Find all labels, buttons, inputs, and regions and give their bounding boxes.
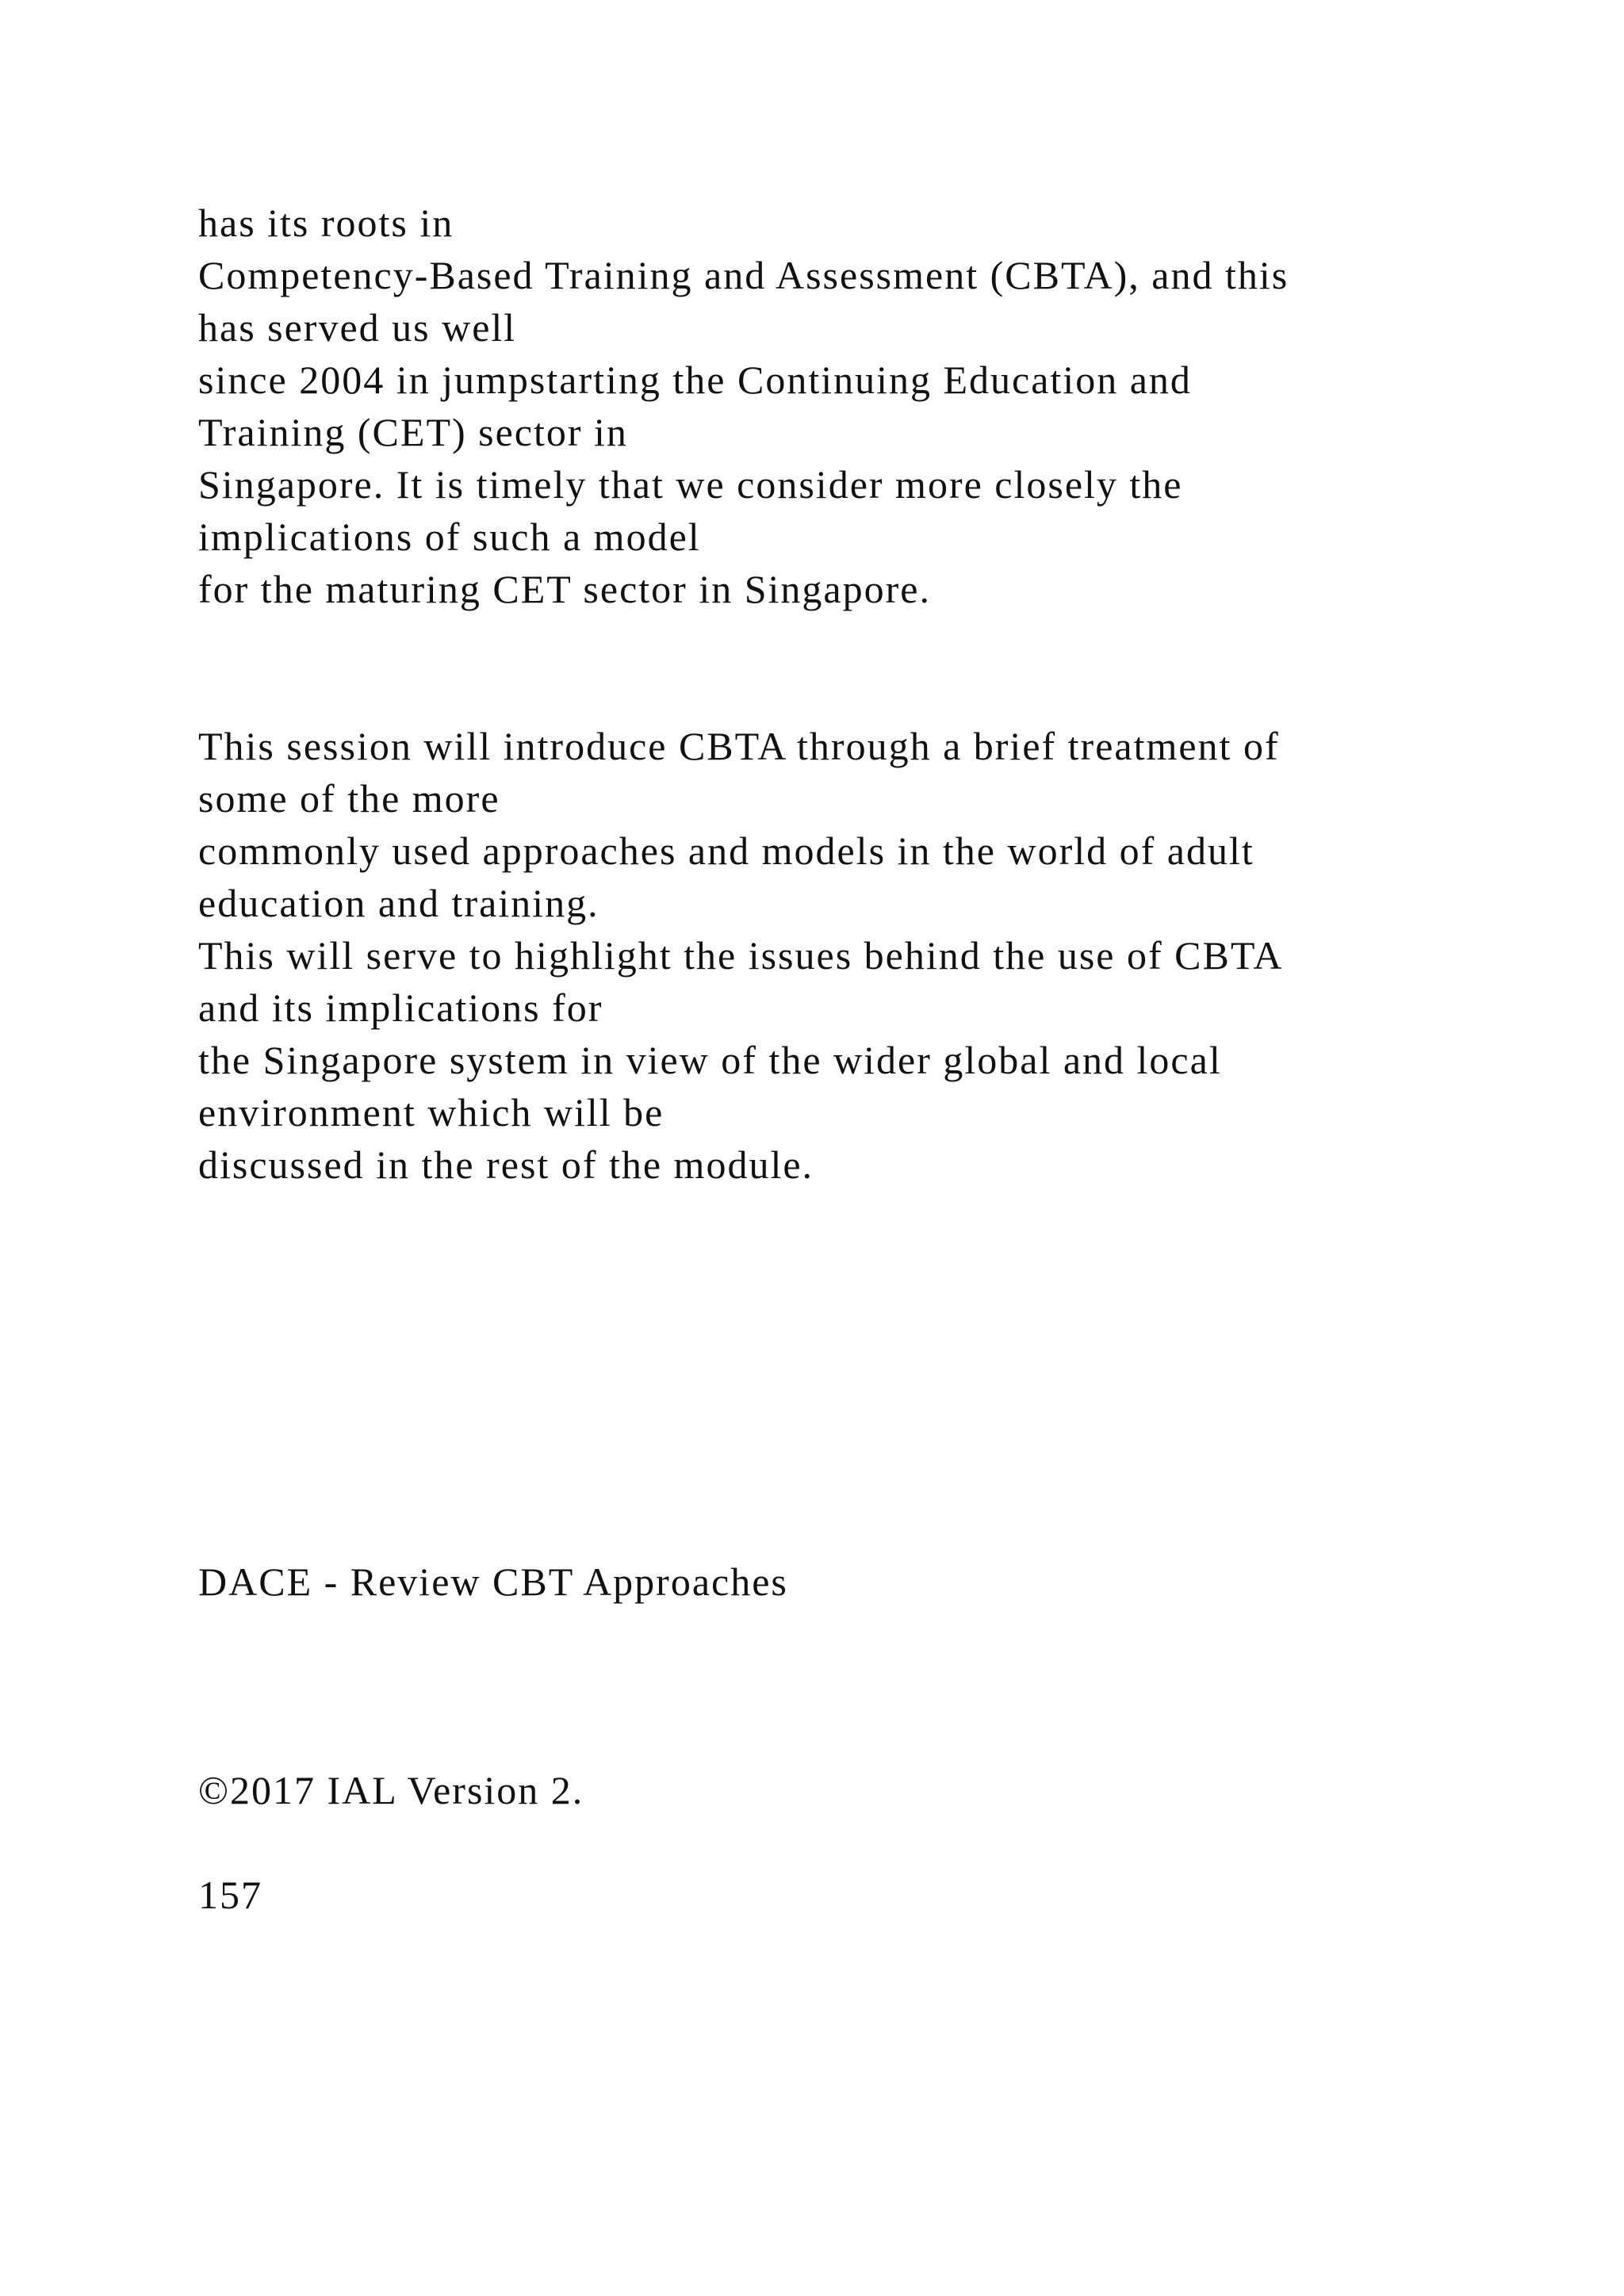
text-line: education and training. — [198, 881, 599, 925]
text-line: Competency-Based Training and Assessment (CBTA), and this — [198, 253, 1289, 297]
paragraph-cbta-roots — [198, 197, 1546, 615]
text-line: Training (CET) sector in — [198, 410, 628, 454]
text-line: has its roots in — [198, 201, 454, 245]
text-line: and its implications for — [198, 985, 603, 1030]
document-footer-title — [198, 1556, 1546, 1608]
page-number — [198, 1869, 1546, 1921]
text-line: for the maturing CET sector in Singapore. — [198, 567, 931, 611]
text-line: environment which will be — [198, 1090, 665, 1135]
text-line: some of the more — [198, 776, 500, 821]
text-line: the Singapore system in view of the wider global and local — [198, 1038, 1222, 1082]
paragraph-session-intro — [198, 720, 1546, 1191]
text-line: has served us well — [198, 305, 517, 350]
page-number-text: 157 — [198, 1873, 262, 1917]
copyright-text: ©2017 IAL Version 2. — [198, 1768, 584, 1812]
text-line: This session will introduce CBTA through a brief treatment of — [198, 724, 1280, 768]
copyright-notice — [198, 1764, 1546, 1816]
text-line: since 2004 in jumpstarting the Continuing Education and — [198, 358, 1192, 402]
text-line: commonly used approaches and models in the world of adult — [198, 828, 1254, 873]
text-line: discussed in the rest of the module. — [198, 1142, 814, 1187]
text-line: implications of such a model — [198, 515, 701, 559]
text-line: Singapore. It is timely that we consider more closely the — [198, 462, 1183, 507]
text-line: This will serve to highlight the issues behind the use of CBTA — [198, 933, 1284, 978]
footer-title-text: DACE - Review CBT Approaches — [198, 1559, 788, 1604]
